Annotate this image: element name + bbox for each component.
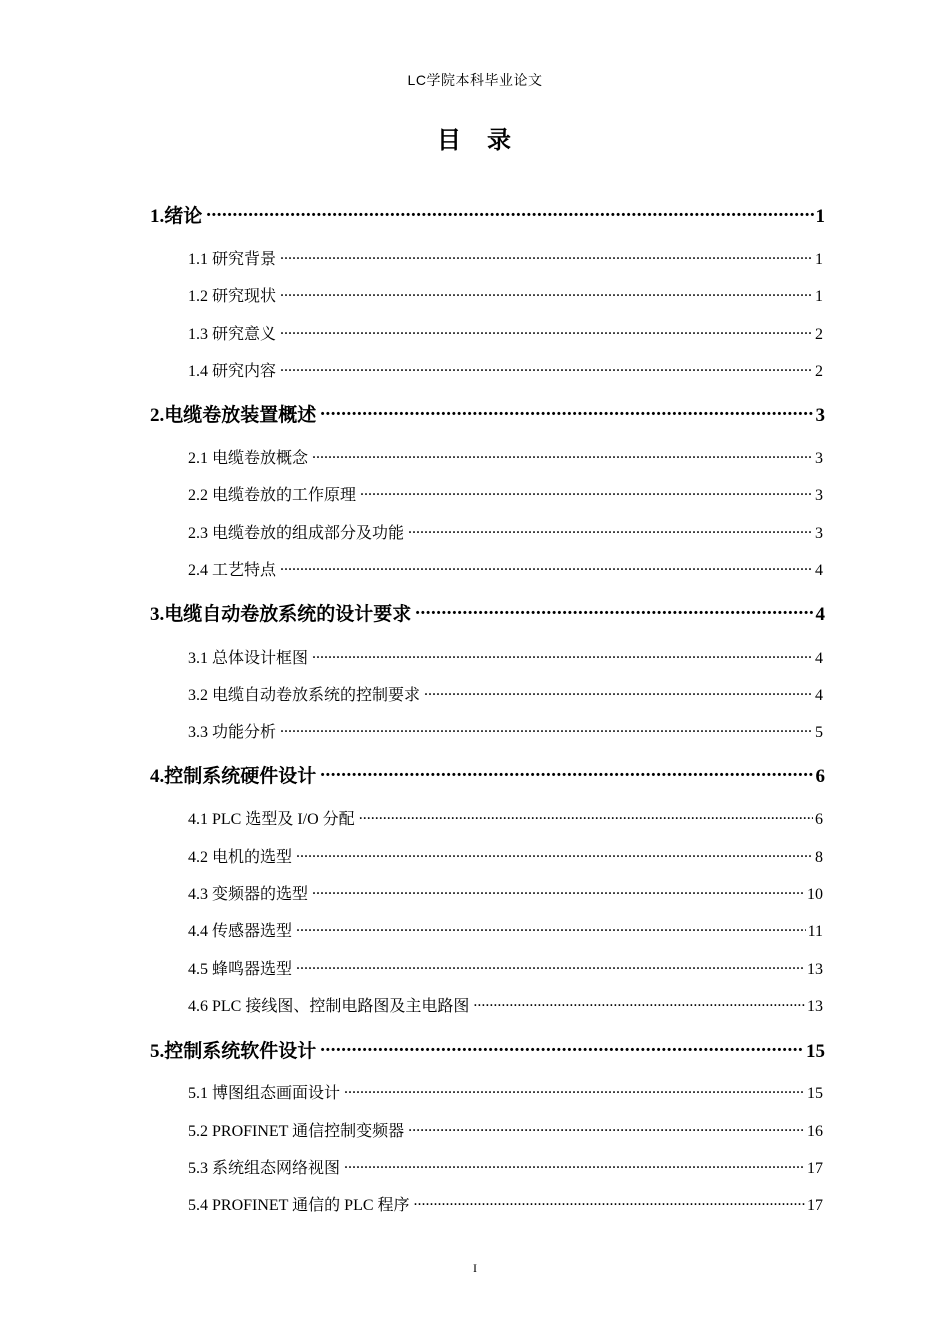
page-number: I: [473, 1261, 477, 1275]
toc-chapter-entry[interactable]: [150, 1036, 825, 1063]
toc-entry-page: 6: [815, 811, 823, 828]
toc-entry-label: 3.2 电缆自动卷放系统的控制要求: [188, 687, 421, 704]
toc-section-entry[interactable]: [188, 993, 823, 1016]
toc-entry-page: 3: [815, 450, 823, 467]
toc-entry-label: 2.2 电缆卷放的工作原理: [188, 487, 357, 504]
toc-entry-page: 17: [807, 1160, 823, 1177]
dot-leader: [424, 684, 813, 700]
toc-entry-page: 1: [815, 251, 823, 268]
toc-section-entry[interactable]: [188, 321, 823, 344]
toc-section-entry[interactable]: [188, 1118, 823, 1141]
toc-entry-label: 5.控制系统软件设计: [150, 1041, 317, 1062]
toc-entry-page: 6: [815, 766, 825, 787]
dot-leader: [408, 1120, 805, 1136]
toc-entry-label: 1.3 研究意义: [188, 326, 277, 343]
dot-leader: [280, 285, 813, 301]
toc-entry-label: 4.3 变频器的选型: [188, 886, 309, 903]
toc-entry-page: 4: [815, 650, 823, 667]
toc-entry-label: 4.6 PLC 接线图、控制电路图及主电路图: [188, 998, 470, 1015]
toc-chapter-entry[interactable]: [150, 761, 825, 788]
toc-entry-page: 5: [815, 724, 823, 741]
dot-leader: [320, 402, 813, 421]
toc-entry-page: 4: [815, 687, 823, 704]
toc-section-entry[interactable]: [188, 1155, 823, 1178]
toc-entry-label: 4.1 PLC 选型及 I/O 分配: [188, 811, 355, 828]
toc-entry-label: 3.电缆自动卷放系统的设计要求: [150, 604, 412, 625]
toc-chapter-entry[interactable]: [150, 599, 825, 626]
toc-entry-label: 1.2 研究现状: [188, 288, 277, 305]
toc-entry-page: 3: [815, 525, 823, 542]
toc-entry-label: 4.控制系统硬件设计: [150, 766, 317, 787]
dot-leader: [280, 360, 813, 376]
toc-section-entry[interactable]: [188, 358, 823, 381]
toc-entry-label: 5.2 PROFINET 通信控制变频器: [188, 1123, 405, 1140]
toc-entry-label: 2.1 电缆卷放概念: [188, 450, 309, 467]
dot-leader: [320, 763, 813, 782]
dot-leader: [320, 1038, 804, 1057]
toc-entry-label: 4.5 蜂鸣器选型: [188, 961, 293, 978]
dot-leader: [296, 846, 813, 862]
toc-entry-page: 1: [815, 288, 823, 305]
dot-leader: [280, 721, 813, 737]
toc-entry-label: 3.1 总体设计框图: [188, 650, 309, 667]
toc-entry-label: 1.绪论: [150, 206, 203, 227]
toc-entry-label: 3.3 功能分析: [188, 724, 277, 741]
dot-leader: [359, 808, 813, 824]
toc-section-entry[interactable]: [188, 1080, 823, 1103]
dot-leader: [360, 484, 813, 500]
toc-entry-page: 3: [815, 405, 825, 426]
dot-leader: [414, 1194, 805, 1210]
toc-entry-page: 15: [806, 1041, 825, 1062]
toc-entry-page: 4: [815, 562, 823, 579]
toc-entry-page: 17: [807, 1197, 823, 1214]
toc-section-entry[interactable]: [188, 520, 823, 543]
toc-entry-page: 4: [815, 604, 825, 625]
toc-section-entry[interactable]: [188, 956, 823, 979]
toc-entry-label: 2.3 电缆卷放的组成部分及功能: [188, 525, 405, 542]
toc-section-entry[interactable]: [188, 482, 823, 505]
toc-section-entry[interactable]: [188, 445, 823, 468]
dot-leader: [280, 248, 813, 264]
toc-entry-page: 13: [807, 961, 823, 978]
toc-entry-label: 4.2 电机的选型: [188, 849, 293, 866]
dot-leader: [296, 920, 806, 936]
toc-section-entry[interactable]: [188, 682, 823, 705]
toc-entry-page: 13: [807, 998, 823, 1015]
toc-section-entry[interactable]: [188, 918, 823, 941]
toc-section-entry[interactable]: [188, 246, 823, 269]
dot-leader: [312, 883, 805, 899]
toc-entry-page: 11: [807, 923, 823, 940]
dot-leader: [296, 958, 805, 974]
toc-entry-page: 2: [815, 363, 823, 380]
toc-entry-page: 2: [815, 326, 823, 343]
running-header: LC学院本科毕业论文: [407, 72, 543, 88]
toc-section-entry[interactable]: [188, 557, 823, 580]
toc-entry-label: 2.电缆卷放装置概述: [150, 405, 317, 426]
dot-leader: [408, 522, 813, 538]
dot-leader: [206, 203, 813, 222]
toc-section-entry[interactable]: [188, 645, 823, 668]
dot-leader: [473, 995, 805, 1011]
toc-entry-label: 1.4 研究内容: [188, 363, 277, 380]
toc-entry-label: 5.4 PROFINET 通信的 PLC 程序: [188, 1197, 410, 1214]
toc-chapter-entry[interactable]: [150, 400, 825, 427]
dot-leader: [280, 559, 813, 575]
toc-entry-page: 1: [815, 206, 825, 227]
toc-entry-page: 16: [807, 1123, 823, 1140]
toc-section-entry[interactable]: [188, 844, 823, 867]
toc-entry-label: 5.1 博图组态画面设计: [188, 1085, 341, 1102]
toc-entry-page: 15: [807, 1085, 823, 1102]
toc-section-entry[interactable]: [188, 719, 823, 742]
toc-section-entry[interactable]: [188, 283, 823, 306]
toc-entry-label: 1.1 研究背景: [188, 251, 277, 268]
dot-leader: [344, 1082, 805, 1098]
toc-entry-label: 5.3 系统组态网络视图: [188, 1160, 341, 1177]
toc-section-entry[interactable]: [188, 881, 823, 904]
toc-section-entry[interactable]: [188, 1192, 823, 1215]
toc-entry-label: 4.4 传感器选型: [188, 923, 293, 940]
dot-leader: [344, 1157, 805, 1173]
toc-entry-page: 10: [807, 886, 823, 903]
dot-leader: [312, 647, 813, 663]
toc-chapter-entry[interactable]: [150, 201, 825, 228]
dot-leader: [312, 447, 813, 463]
dot-leader: [415, 601, 813, 620]
toc-entry-page: 3: [815, 487, 823, 504]
dot-leader: [280, 323, 813, 339]
toc-entry-label: 2.4 工艺特点: [188, 562, 277, 579]
toc-entry-page: 8: [815, 849, 823, 866]
toc-title: 目录: [437, 126, 537, 154]
toc-section-entry[interactable]: [188, 806, 823, 829]
